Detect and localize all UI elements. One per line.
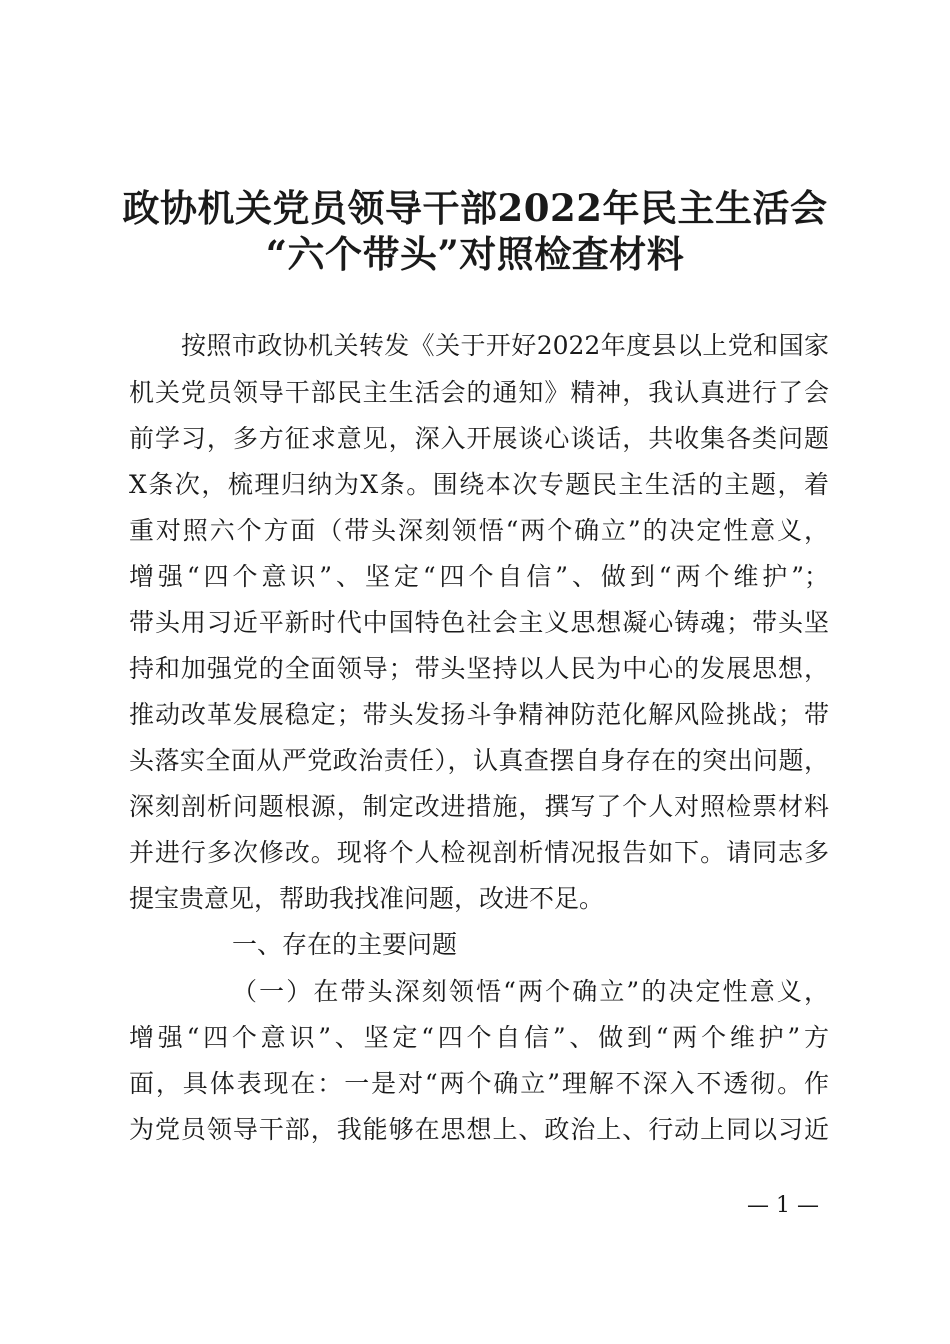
subsection-line: （一）在带头深刻领悟“两个确立”的决定性意义， (232, 977, 829, 1006)
page-number: — 1 — (747, 1193, 819, 1218)
intro-line: 持和加强党的全面领导；带头坚持以人民为中心的发展思想， (129, 654, 829, 683)
section-heading: 一、存在的主要问题 (232, 930, 458, 959)
intro-line: 并进行多次修改。现将个人检视剖析情况报告如下。请同志多 (129, 838, 829, 867)
intro-line: 按照市政协机关转发《关于开好2022年度县以上党和国家 (181, 331, 829, 360)
subsection-line: 为党员领导干部，我能够在思想上、政治上、行动上同以习近 (129, 1115, 829, 1144)
intro-line: 前学习，多方征求意见，深入开展谈心谈话，共收集各类问题 (129, 424, 829, 453)
intro-line: 推动改革发展稳定；带头发扬斗争精神防范化解风险挑战；带 (129, 700, 829, 729)
intro-line: 提宝贵意见，帮助我找准问题，改进不足。 (129, 884, 605, 913)
intro-line: 增强“四个意识”、坚定“四个自信”、做到“两个维护”； (129, 562, 829, 591)
intro-line: 机关党员领导干部民主生活会的通知》精神，我认真进行了会 (129, 378, 829, 407)
intro-line: 头落实全面从严党政治责任），认真查摆自身存在的突出问题， (129, 746, 829, 775)
subsection-line: 面，具体表现在：一是对“两个确立”理解不深入不透彻。作 (129, 1069, 829, 1098)
intro-line: X条次，梳理归纳为X条。围绕本次专题民主生活的主题，着 (129, 470, 829, 499)
intro-line: 深刻剖析问题根源，制定改进措施，撰写了个人对照检票材料 (129, 792, 829, 821)
intro-line: 带头用习近平新时代中国特色社会主义思想凝心铸魂；带头坚 (129, 608, 829, 637)
document-title-line-1: 政协机关党员领导干部2022年民主生活会 (122, 186, 828, 230)
document-title-line-2: “六个带头”对照检查材料 (265, 232, 685, 276)
intro-line: 重对照六个方面（带头深刻领悟“两个确立”的决定性意义， (129, 516, 829, 545)
subsection-line: 增强“四个意识”、坚定“四个自信”、做到“两个维护”方 (129, 1023, 829, 1052)
